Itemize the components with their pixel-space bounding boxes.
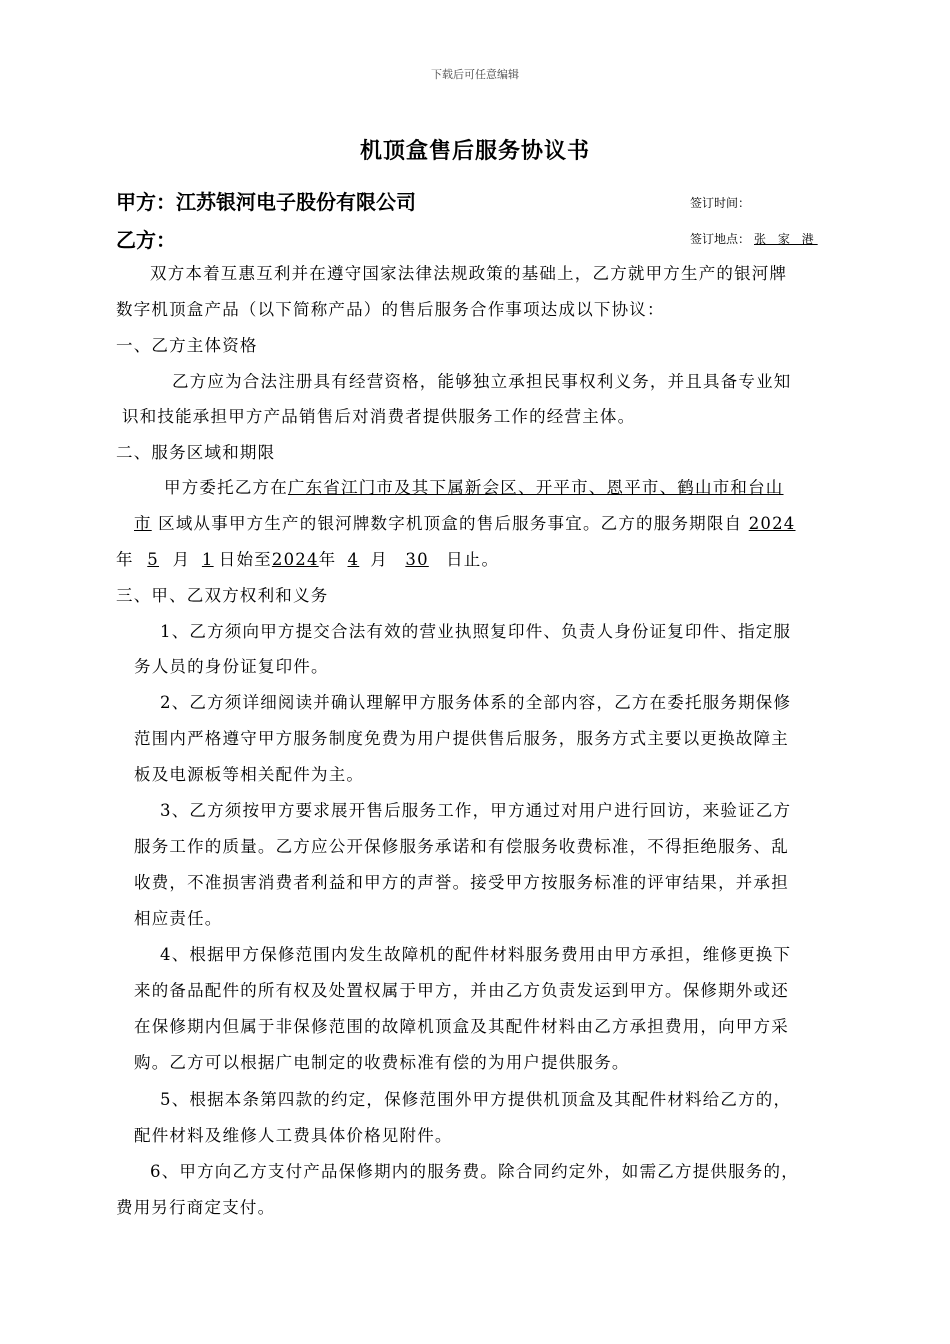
year-char-1: 年: [116, 550, 134, 569]
party-a-label: 甲方：: [116, 190, 176, 214]
sign-place-label: 签订地点：: [690, 232, 751, 246]
header-note: 下载后可任意编辑: [431, 68, 519, 81]
item-3-line-2: 服务工作的质量。乙方应公开保修服务承诺和有偿服务收费标准，不得拒绝服务、乱: [134, 837, 789, 856]
intro-line-2: 数字机顶盒产品（以下简称产品）的售后服务合作事项达成以下协议：: [116, 300, 665, 319]
item-4-line-4: 购。乙方可以根据广电制定的收费标准有偿的为用户提供服务。: [134, 1053, 630, 1072]
item-3-line-1: 3、乙方须按甲方要求展开售后服务工作，甲方通过对用户进行回访，来验证乙方: [160, 801, 792, 820]
start-day: 1: [201, 550, 214, 569]
month-char-1: 月: [172, 550, 191, 569]
item-3-line-3: 收费，不准损害消费者利益和甲方的声誉。接受甲方按服务标准的评审结果，并承担: [134, 873, 789, 892]
sign-place: [690, 230, 818, 247]
item-1-line-1: 1、乙方须向甲方提交合法有效的营业执照复印件、负责人身份证复印件、指定服: [160, 622, 792, 641]
party-b-label: 乙方：: [116, 228, 176, 252]
document-title: 机顶盒售后服务协议书: [359, 138, 590, 164]
item-2-line-3: 板及电源板等相关配件为主。: [134, 765, 365, 784]
intro-line-1: 双方本着互惠互利并在遵守国家法律法规政策的基础上，乙方就甲方生产的银河牌: [150, 264, 788, 283]
service-region-1: 广东省江门市及其下属新会区、开平市、恩平市、鹤山市和台山: [287, 478, 784, 497]
section-1-line-1: 乙方应为合法注册具有经营资格，能够独立承担民事权利义务，并且具备专业知: [172, 372, 792, 391]
section-2-heading: 二、服务区域和期限: [116, 443, 276, 462]
end-suffix: 日止。: [446, 550, 500, 569]
item-6-line-2: 费用另行商定支付。: [116, 1198, 276, 1217]
sign-time-label: 签订时间：: [690, 196, 751, 210]
item-3-line-4: 相应责任。: [134, 909, 223, 928]
sign-place-value: 张 家 港: [754, 232, 818, 246]
section-2-line-2: [134, 510, 796, 534]
section-2-prefix: 甲方委托乙方在: [164, 478, 288, 497]
section-2-text: 区域从事甲方生产的银河牌数字机顶盒的售后服务事宜。乙方的服务期限自: [151, 514, 749, 533]
section-2-line-3: [116, 546, 499, 570]
item-2-line-2: 范围内严格遵守甲方服务制度免费为用户提供售后服务，服务方式主要以更换故障主: [134, 729, 789, 748]
year-char-2: 年: [318, 550, 337, 569]
item-5-line-1: 5、根据本条第四款的约定，保修范围外甲方提供机顶盒及其配件材料给乙方的，: [160, 1090, 792, 1109]
start-year: 2024: [748, 514, 796, 533]
month-char-2: 月: [370, 550, 389, 569]
sign-time: [690, 194, 750, 211]
item-4-line-1: 4、根据甲方保修范围内发生故障机的配件材料服务费用由甲方承担，维修更换下: [160, 945, 792, 964]
item-1-line-2: 务人员的身份证复印件。: [134, 657, 329, 676]
party-a: [116, 186, 416, 215]
item-2-line-1: 2、乙方须详细阅读并确认理解甲方服务体系的全部内容，乙方在委托服务期保修: [160, 693, 792, 712]
section-1-line-2: 识和技能承担甲方产品销售后对消费者提供服务工作的经营主体。: [122, 407, 636, 426]
start-month: 5: [147, 550, 159, 569]
item-6-line-1: 6、甲方向乙方支付产品保修期内的服务费。除合同约定外，如需乙方提供服务的，: [150, 1162, 799, 1181]
end-day: 30: [405, 550, 429, 569]
section-3-heading: 三、甲、乙双方权利和义务: [116, 586, 329, 605]
service-region-2: 市: [134, 514, 152, 533]
party-b: [116, 224, 176, 253]
item-4-line-2: 来的备品配件的所有权及处置权属于甲方，并由乙方负责发运到甲方。保修期外或还: [134, 981, 789, 1000]
item-5-line-2: 配件材料及维修人工费具体价格见附件。: [134, 1126, 453, 1145]
item-4-line-3: 在保修期内但属于非保修范围的故障机顶盒及其配件材料由乙方承担费用，向甲方采: [134, 1017, 789, 1036]
end-year: 2024: [271, 550, 319, 569]
end-month: 4: [347, 550, 360, 569]
start-suffix: 日始至: [218, 550, 272, 569]
section-1-heading: 一、乙方主体资格: [116, 336, 258, 355]
section-2-line-1: [164, 474, 784, 498]
party-a-name: 江苏银河电子股份有限公司: [176, 190, 416, 214]
